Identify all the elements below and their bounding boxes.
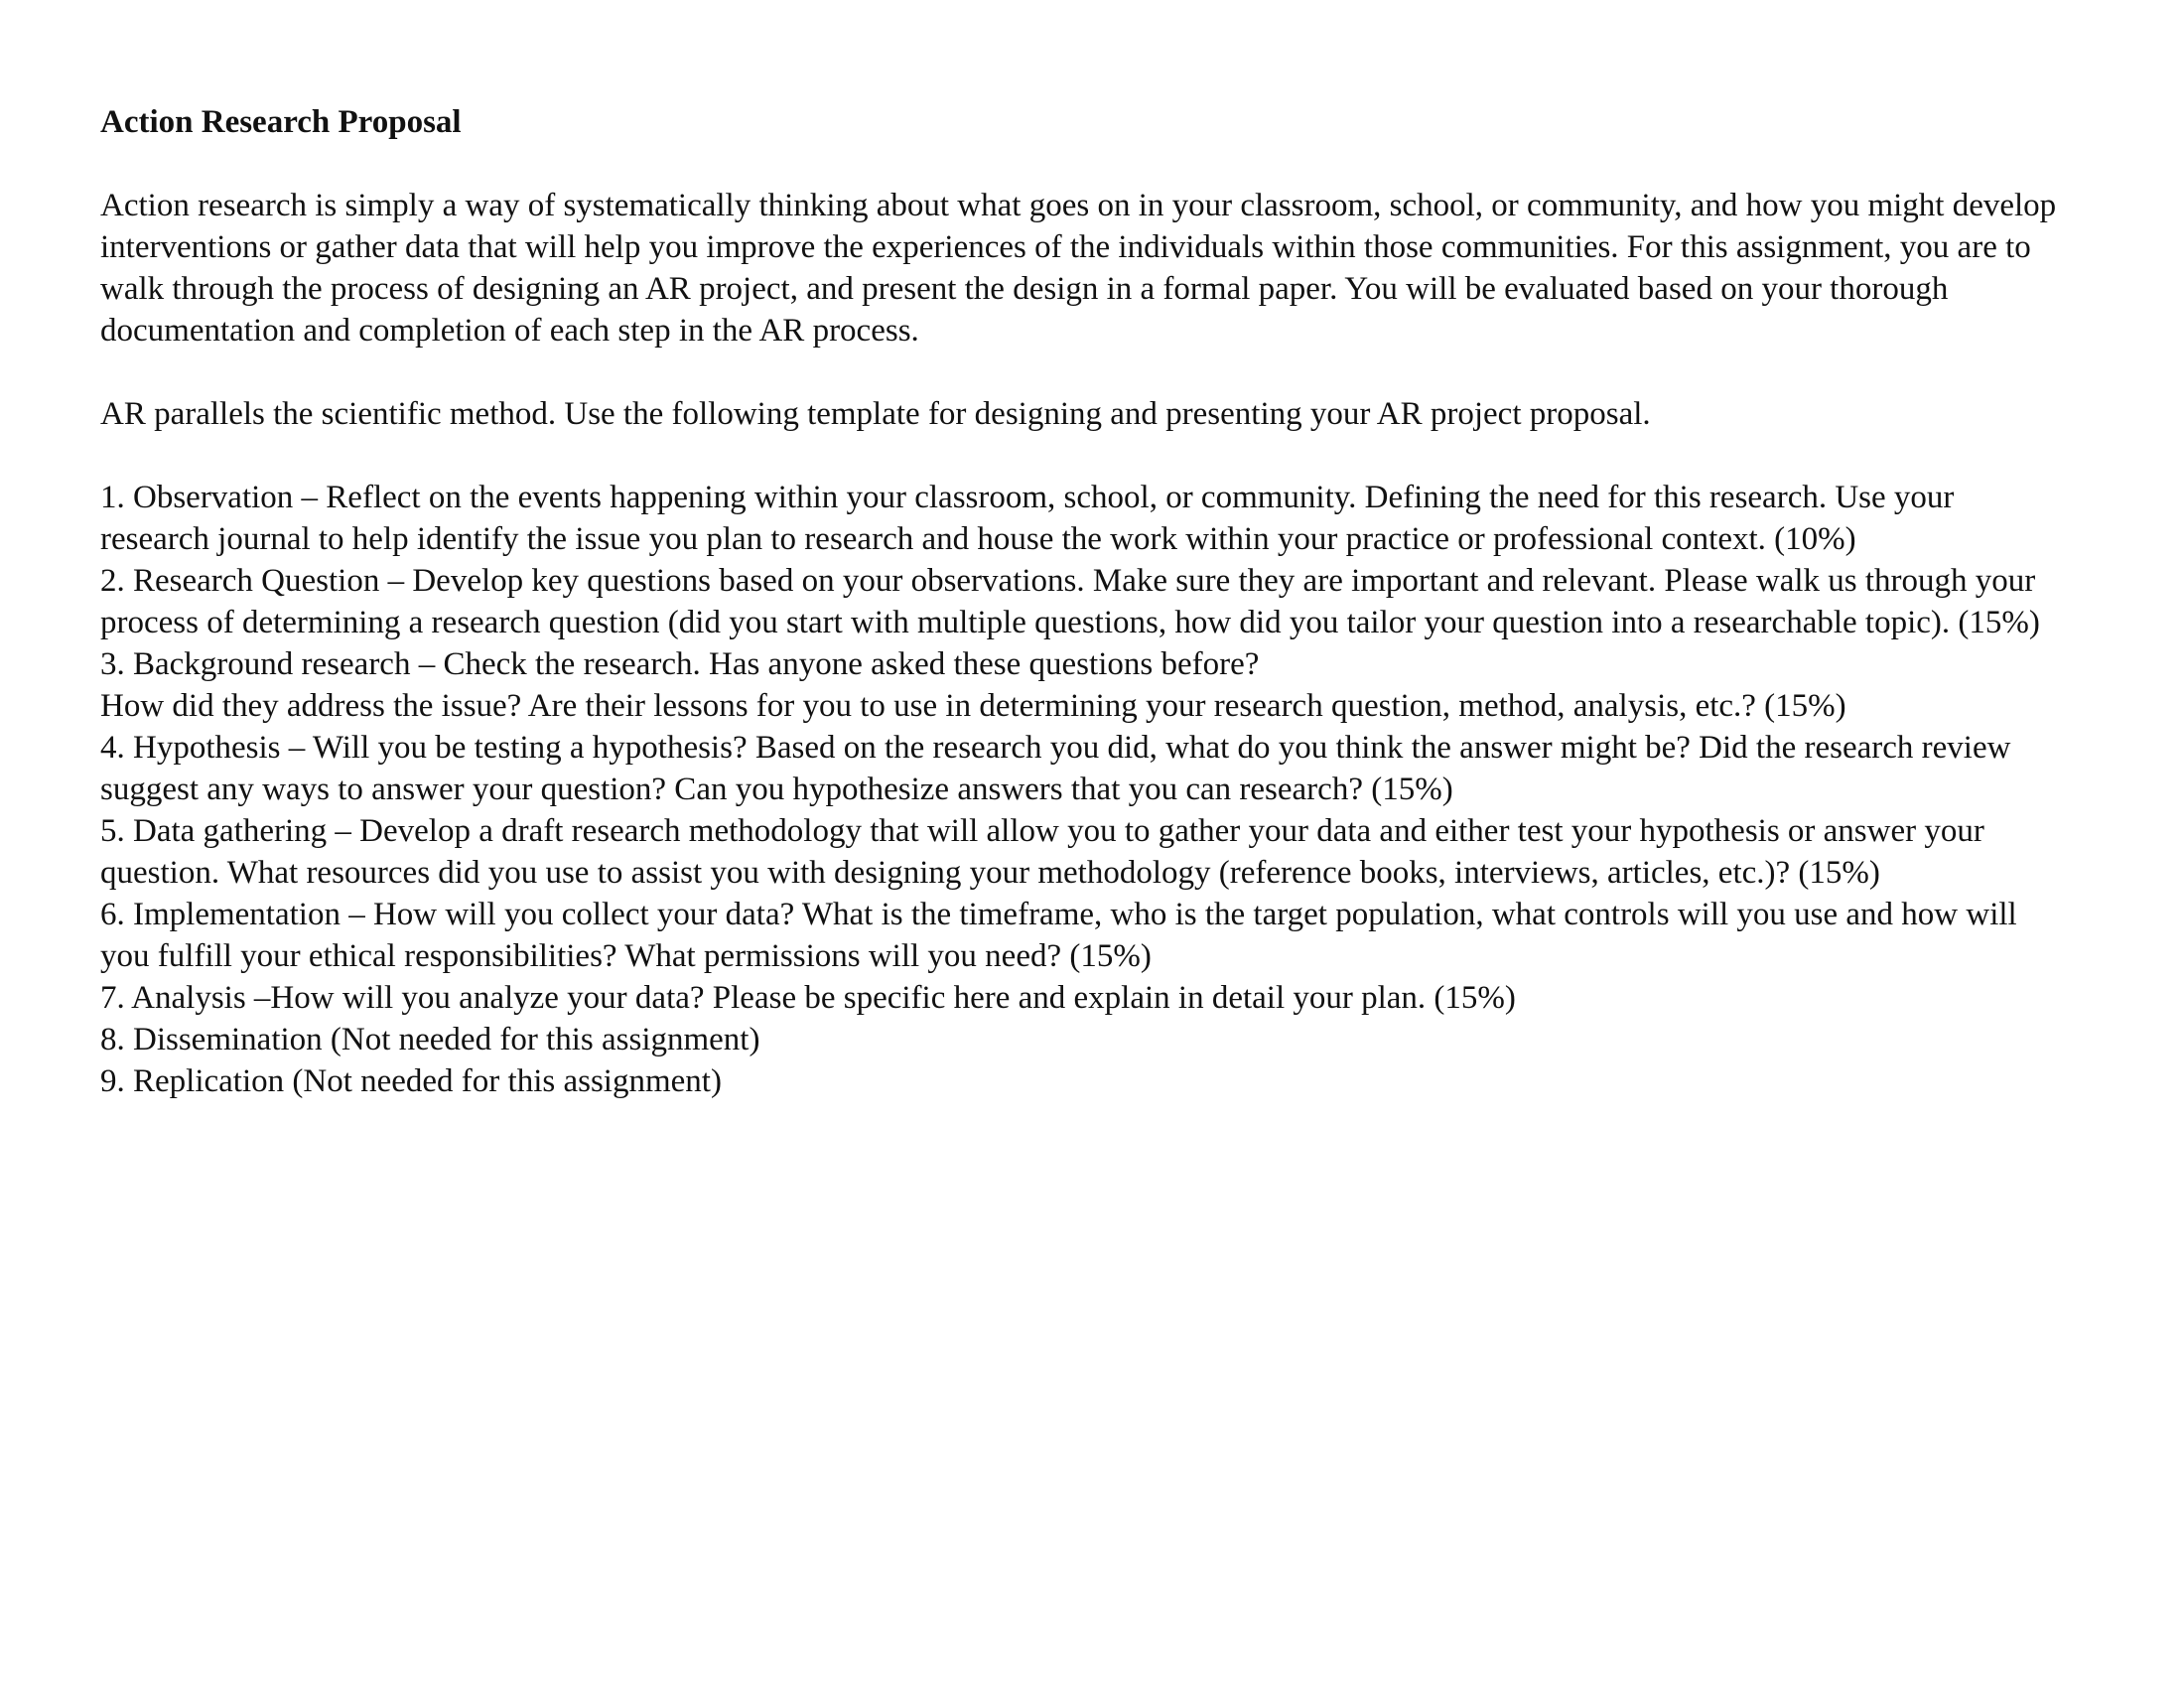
step-line: 5. Data gathering – Develop a draft research methodology that will allow you to gather your data and either test your hypothesis or answer your xyxy=(100,813,1984,849)
intro-line: walk through the process of designing an AR project, and present the design in a formal paper. You will be evaluated based on your thorough xyxy=(100,271,1949,307)
intro-line: documentation and completion of each step in the AR process. xyxy=(100,313,919,349)
step-observation xyxy=(100,477,2106,560)
document-title: Action Research Proposal xyxy=(100,104,462,140)
step-line: 9. Replication (Not needed for this assignment) xyxy=(100,1063,722,1099)
step-line: process of determining a research question (did you start with multiple questions, how did you tailor your question into a researchable topic). (15%) xyxy=(100,605,2040,640)
step-line: 3. Background research – Check the research. Has anyone asked these questions before? xyxy=(100,646,1260,682)
step-analysis xyxy=(100,977,2106,1019)
intro-paragraph xyxy=(100,185,2106,352)
step-line: 1. Observation – Reflect on the events happening within your classroom, school, or community. Defining the need for this research. Use your xyxy=(100,480,1955,515)
document-body xyxy=(100,101,2106,1102)
intro-line: interventions or gather data that will help you improve the experiences of the individuals within those communities. For this assignment, you are to xyxy=(100,229,2031,265)
step-line: 6. Implementation – How will you collect your data? What is the timeframe, who is the target population, what controls will you use and how will xyxy=(100,897,2017,932)
step-replication xyxy=(100,1060,2106,1102)
step-line: 8. Dissemination (Not needed for this assignment) xyxy=(100,1022,760,1057)
step-line: How did they address the issue? Are their lessons for you to use in determining your research question, method, analysis, etc.? (15%) xyxy=(100,688,1846,724)
step-research-question xyxy=(100,560,2106,643)
step-line: 4. Hypothesis – Will you be testing a hypothesis? Based on the research you did, what do you think the answer might be? Did the research review xyxy=(100,730,2011,766)
step-data-gathering xyxy=(100,810,2106,894)
step-line: you fulfill your ethical responsibilities? What permissions will you need? (15%) xyxy=(100,938,1152,974)
step-line: research journal to help identify the issue you plan to research and house the work within your practice or professional context. (10%) xyxy=(100,521,1856,557)
template-intro-paragraph: AR parallels the scientific method. Use the following template for designing and presenting your AR project proposal. xyxy=(100,396,1651,432)
step-line: 2. Research Question – Develop key questions based on your observations. Make sure they are important and relevant. Please walk us through your xyxy=(100,563,2036,599)
steps-list xyxy=(100,477,2106,1102)
step-hypothesis xyxy=(100,727,2106,810)
step-line: 7. Analysis –How will you analyze your data? Please be specific here and explain in detail your plan. (15%) xyxy=(100,980,1516,1016)
step-line: suggest any ways to answer your question? Can you hypothesize answers that you can research? (15%) xyxy=(100,772,1453,807)
intro-line: Action research is simply a way of systematically thinking about what goes on in your classroom, school, or community, and how you might develop xyxy=(100,188,2057,223)
step-background-research xyxy=(100,643,2106,727)
step-implementation xyxy=(100,894,2106,977)
step-line: question. What resources did you use to assist you with designing your methodology (reference books, interviews, articles, etc.)? (15%) xyxy=(100,855,1880,891)
step-dissemination xyxy=(100,1019,2106,1060)
